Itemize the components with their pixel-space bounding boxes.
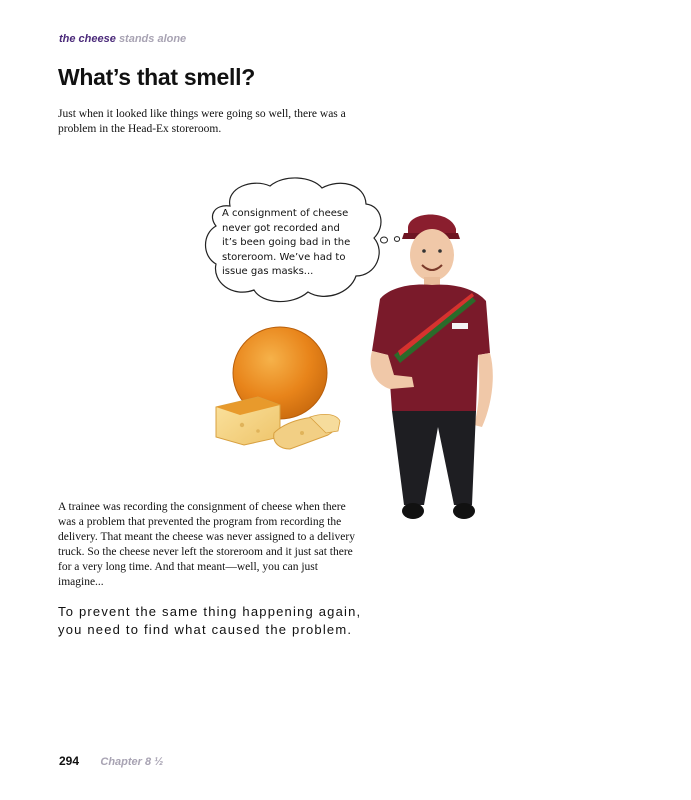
callout-text: To prevent the same thing happening again, you need to find what caused the problem.	[58, 604, 362, 637]
section-title: the cheese	[59, 33, 116, 45]
chapter-label: Chapter 8 ½	[100, 756, 164, 768]
cheese-image	[210, 325, 345, 455]
intro-paragraph: Just when it looked like things were going so well, there was a problem in the Head-Ex storeroom.	[58, 108, 346, 135]
running-head	[59, 33, 186, 45]
page-number: 294	[59, 754, 80, 768]
thought-bubble-text: A consignment of cheese never got recorded and it’s been going bad in the storeroom. We’ve had to issue gas masks...	[222, 208, 351, 277]
page-title: What’s that smell?	[58, 64, 255, 90]
section-subtitle: stands alone	[118, 33, 187, 45]
employee-image	[350, 205, 500, 530]
story-paragraph: A trainee was recording the consignment of cheese when there was a problem that prevented the program from recording the delivery. That meant the cheese was never assigned to a delivery truck. So the cheese never left the storeroom and it just sat there for a very long time. And that meant—well, you can just imagine...	[58, 501, 355, 588]
page-footer	[59, 754, 163, 768]
